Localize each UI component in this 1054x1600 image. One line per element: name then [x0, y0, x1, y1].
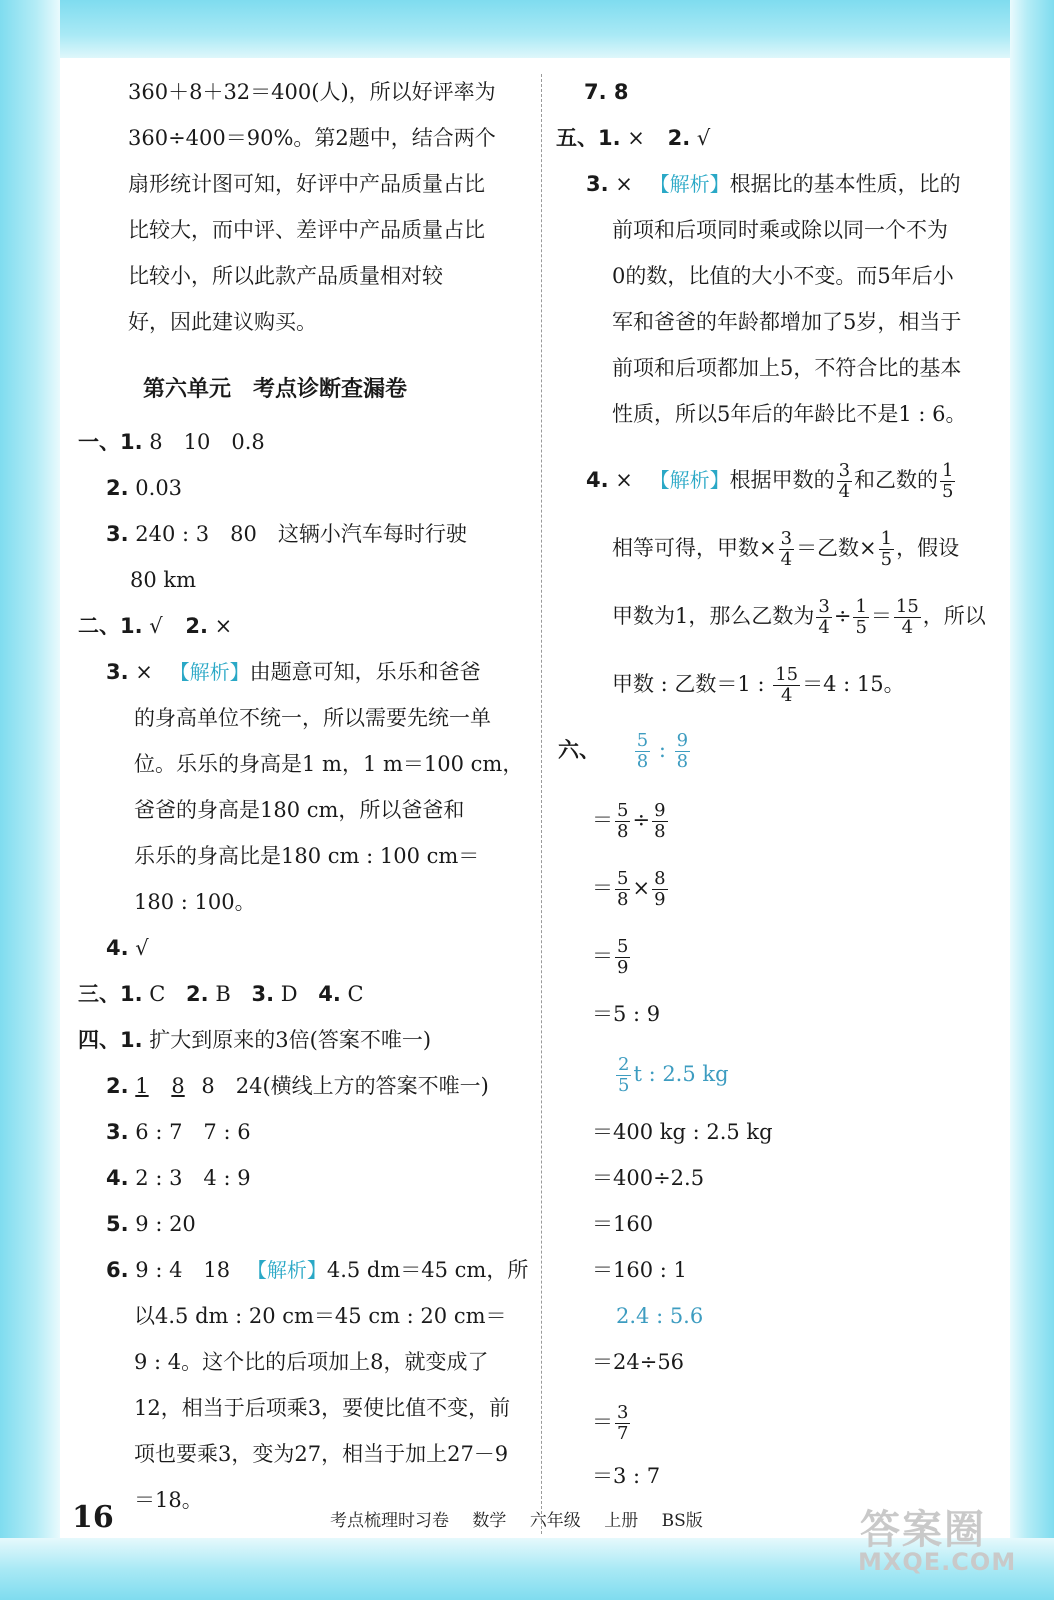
analysis-text: 和乙数的 — [854, 468, 939, 492]
answer-s1-q3 — [106, 520, 467, 548]
answer-text: C — [347, 982, 364, 1006]
answer-s1-q2 — [106, 474, 182, 502]
analysis-line: 性质，所以5年后的年龄比不是1 : 6。 — [612, 402, 967, 426]
intro-line: 360＋8＋32＝400(人)，所以好评率为 — [128, 80, 496, 104]
s6-problem2-head — [614, 1052, 729, 1096]
s6-step: ＝24÷56 — [592, 1350, 685, 1374]
s6-problem1-head — [558, 728, 692, 772]
analysis-line: 位。乐乐的身高是1 m，1 m＝100 cm， — [134, 752, 524, 776]
fraction-9-8: $\frac{9}{8}$ — [676, 730, 689, 772]
answer-s4-q3 — [106, 1118, 251, 1146]
fraction-3-7: $\frac{3}{7}$ — [617, 1402, 629, 1444]
analysis-tag: 【解析】 — [246, 1258, 327, 1282]
answer-text: D — [280, 982, 298, 1006]
answer-s4-q6 — [106, 1256, 528, 1284]
intro-line: 比较大，而中评、差评中产品质量占比 — [128, 218, 485, 242]
operator: ÷ — [632, 808, 651, 832]
question-number: 3. — [106, 522, 129, 546]
question-number: 3. — [106, 1120, 129, 1144]
answer-text: √ — [135, 936, 149, 960]
answer-s2-q3 — [106, 658, 481, 686]
answer-s3 — [78, 980, 364, 1008]
analysis-line — [612, 662, 905, 706]
answer-s4-q5 — [106, 1210, 196, 1238]
analysis-line: 军和爸爸的年龄都增加了5岁，相当于 — [612, 310, 962, 334]
question-number: 2. — [186, 982, 209, 1006]
fraction-3-4: $\frac{3}{4}$ — [838, 460, 851, 502]
answer-blank: 1 — [135, 1074, 149, 1098]
analysis-text: 根据比的基本性质，比的 — [729, 172, 961, 196]
ratio-text: t : 2.5 kg — [633, 1062, 729, 1086]
answer-mark: × — [135, 660, 153, 684]
fraction-8-9: $\frac{8}{9}$ — [654, 868, 666, 910]
column-divider — [541, 74, 542, 1534]
answer-s2-q4 — [106, 934, 149, 962]
s6-step — [592, 798, 670, 842]
fraction-9-8: $\frac{9}{8}$ — [654, 800, 666, 842]
s6-problem3-head: 2.4 : 5.6 — [616, 1304, 704, 1328]
answer-q7: 7. 8 — [584, 80, 629, 104]
analysis-line: ＝18。 — [134, 1488, 203, 1512]
answer-s4-q1 — [78, 1026, 431, 1054]
s6-step: ＝5 : 9 — [592, 1002, 661, 1026]
section-label: 五、1. — [556, 126, 621, 150]
answer-s5-q4 — [586, 458, 957, 502]
answer-mark: × — [615, 172, 633, 196]
analysis-text: ，假设 — [896, 536, 960, 560]
unit-title: 第六单元 考点诊断查漏卷 — [143, 377, 408, 402]
equals: ＝ — [592, 944, 613, 968]
question-number: 4. — [106, 936, 129, 960]
book-title: 考点梳理时习卷 — [330, 1511, 449, 1531]
subject: 数学 — [472, 1511, 507, 1531]
question-number: 4. — [106, 1166, 129, 1190]
page-frame-top — [0, 0, 1054, 58]
section-label: 四、1. — [78, 1028, 143, 1052]
page-frame-left — [0, 0, 60, 1600]
answer-text: 扩大到原来的3倍(答案不唯一) — [149, 1028, 432, 1052]
answer-s5-q1-q2 — [556, 124, 710, 152]
analysis-line: 前项和后项同时乘或除以同一个不为 — [612, 218, 948, 242]
s6-step — [592, 1400, 632, 1444]
analysis-line: 爸爸的身高是180 cm，所以爸爸和 — [134, 798, 465, 822]
fraction-1-5: $\frac{1}{5}$ — [855, 596, 867, 638]
analysis-text: ＝ — [870, 604, 892, 628]
answer-text: 240 : 3 80 这辆小汽车每时行驶 — [135, 522, 467, 546]
watermark-logo — [858, 1498, 1028, 1578]
fraction-5-9: $\frac{5}{9}$ — [617, 936, 629, 978]
page-number: 16 — [72, 1500, 114, 1535]
answer-text: × — [627, 126, 645, 150]
fraction-5-8: $\frac{5}{8}$ — [617, 800, 629, 842]
analysis-text: 甲数为1，那么乙数为 — [612, 604, 815, 628]
answer-text: 6 : 7 7 : 6 — [135, 1120, 251, 1144]
answer-s1-q1 — [78, 428, 265, 456]
analysis-text: 甲数 : 乙数＝1 : — [612, 672, 772, 696]
analysis-text: 根据甲数的 — [729, 468, 835, 492]
answer-text: 8 10 0.8 — [149, 430, 265, 454]
grade: 六年级 — [529, 1511, 581, 1531]
page-frame-right — [1010, 0, 1054, 1600]
equals: ＝ — [592, 808, 613, 832]
footer-info — [330, 1506, 721, 1531]
analysis-line: 0的数，比值的大小不变。而5年后小 — [612, 264, 954, 288]
section-label: 六、 — [558, 738, 600, 762]
analysis-text: ÷ — [833, 604, 852, 628]
question-number: 4. — [586, 468, 609, 492]
analysis-text: 4.5 dm＝45 cm，所 — [326, 1258, 529, 1282]
analysis-tag: 【解析】 — [169, 660, 250, 684]
analysis-line — [612, 526, 959, 570]
answer-text: 8 24(横线上方的答案不唯一) — [201, 1074, 489, 1098]
answer-text: C — [149, 982, 166, 1006]
answer-text: 9 : 20 — [135, 1212, 196, 1236]
section-label: 三、1. — [78, 982, 143, 1006]
analysis-text: ，所以 — [922, 604, 986, 628]
s6-step: ＝160 — [592, 1212, 654, 1236]
answer-text: 2 : 3 4 : 9 — [135, 1166, 251, 1190]
s6-step — [592, 866, 670, 910]
question-number: 2. — [185, 614, 208, 638]
question-number: 3. — [106, 660, 129, 684]
fraction-15-4: $\frac{15}{4}$ — [775, 664, 799, 706]
analysis-text: ＝乙数× — [796, 536, 877, 560]
analysis-line: 以4.5 dm : 20 cm＝45 cm : 20 cm＝ — [134, 1304, 507, 1328]
answer-s4-q2 — [106, 1072, 489, 1100]
equals: ＝ — [592, 876, 613, 900]
s6-step: ＝3 : 7 — [592, 1464, 661, 1488]
answer-text: B — [215, 982, 231, 1006]
intro-line: 扇形统计图可知，好评中产品质量占比 — [128, 172, 485, 196]
answer-blank: 8 — [171, 1074, 185, 1098]
question-number: 3. — [251, 982, 275, 1006]
analysis-line: 9 : 4。这个比的后项加上8，就变成了 — [134, 1350, 489, 1374]
analysis-line: 180 : 100。 — [134, 890, 256, 914]
question-number: 2. — [106, 1074, 129, 1098]
intro-line: 比较小，所以此款产品质量相对较 — [128, 264, 443, 288]
answer-text: 9 : 4 18 — [135, 1258, 231, 1282]
analysis-line: 的身高单位不统一，所以需要先统一单 — [134, 706, 491, 730]
question-number: 3. — [586, 172, 609, 196]
answer-s5-q3 — [586, 170, 961, 198]
volume: 上册 — [604, 1511, 639, 1531]
fraction-2-5: $\frac{2}{5}$ — [618, 1054, 630, 1096]
section-label: 二、1. — [78, 614, 143, 638]
analysis-line — [612, 594, 986, 638]
s6-step: ＝160 : 1 — [592, 1258, 687, 1282]
operator: × — [632, 876, 651, 900]
fraction-1-5: $\frac{1}{5}$ — [880, 528, 893, 570]
question-number: 5. — [106, 1212, 129, 1236]
question-number: 2. — [667, 126, 691, 150]
analysis-text: ＝4 : 15。 — [802, 672, 905, 696]
answer-s2-q1-q2 — [78, 612, 232, 640]
ratio-colon: : — [652, 738, 673, 762]
question-number: 6. — [106, 1258, 129, 1282]
fraction-3-4: $\frac{3}{4}$ — [818, 596, 830, 638]
s6-step: ＝400÷2.5 — [592, 1166, 705, 1190]
answer-text: √ — [149, 614, 163, 638]
equals: ＝ — [592, 1410, 613, 1434]
answer-text: × — [214, 614, 233, 638]
analysis-tag: 【解析】 — [649, 468, 730, 492]
answer-s4-q4 — [106, 1164, 251, 1192]
edition: BS版 — [661, 1511, 703, 1531]
analysis-tag: 【解析】 — [649, 172, 730, 196]
analysis-line: 乐乐的身高比是180 cm : 100 cm＝ — [134, 844, 480, 868]
s6-step: ＝400 kg : 2.5 kg — [592, 1120, 773, 1144]
watermark-url: MXQE.COM — [858, 1548, 1017, 1576]
analysis-text: 由题意可知，乐乐和爸爸 — [249, 660, 481, 684]
question-number: 2. — [106, 476, 129, 500]
watermark-text: 答案圈 — [860, 1507, 986, 1553]
answer-text: 0.03 — [135, 476, 183, 500]
intro-line: 360÷400＝90%。第2题中，结合两个 — [128, 126, 496, 150]
answer-s1-q3-cont: 80 km — [130, 568, 197, 592]
question-number: 4. — [318, 982, 341, 1006]
answer-text: √ — [696, 126, 711, 150]
fraction-15-4: $\frac{15}{4}$ — [895, 596, 919, 638]
section-label: 一、1. — [78, 430, 143, 454]
analysis-text: 相等可得，甲数× — [612, 536, 777, 560]
fraction-1-5: $\frac{1}{5}$ — [942, 460, 954, 502]
analysis-line: 项也要乘3，变为27，相当于加上27－9 — [134, 1442, 509, 1466]
analysis-line: 12，相当于后项乘3，要使比值不变，前 — [134, 1396, 511, 1420]
intro-line: 好，因此建议购买。 — [128, 310, 317, 334]
analysis-line: 前项和后项都加上5，不符合比的基本 — [612, 356, 962, 380]
s6-step — [592, 934, 632, 978]
fraction-3-4: $\frac{3}{4}$ — [780, 528, 793, 570]
fraction-5-8: $\frac{5}{8}$ — [636, 730, 649, 772]
answer-mark: × — [615, 468, 633, 492]
fraction-5-8: $\frac{5}{8}$ — [617, 868, 629, 910]
